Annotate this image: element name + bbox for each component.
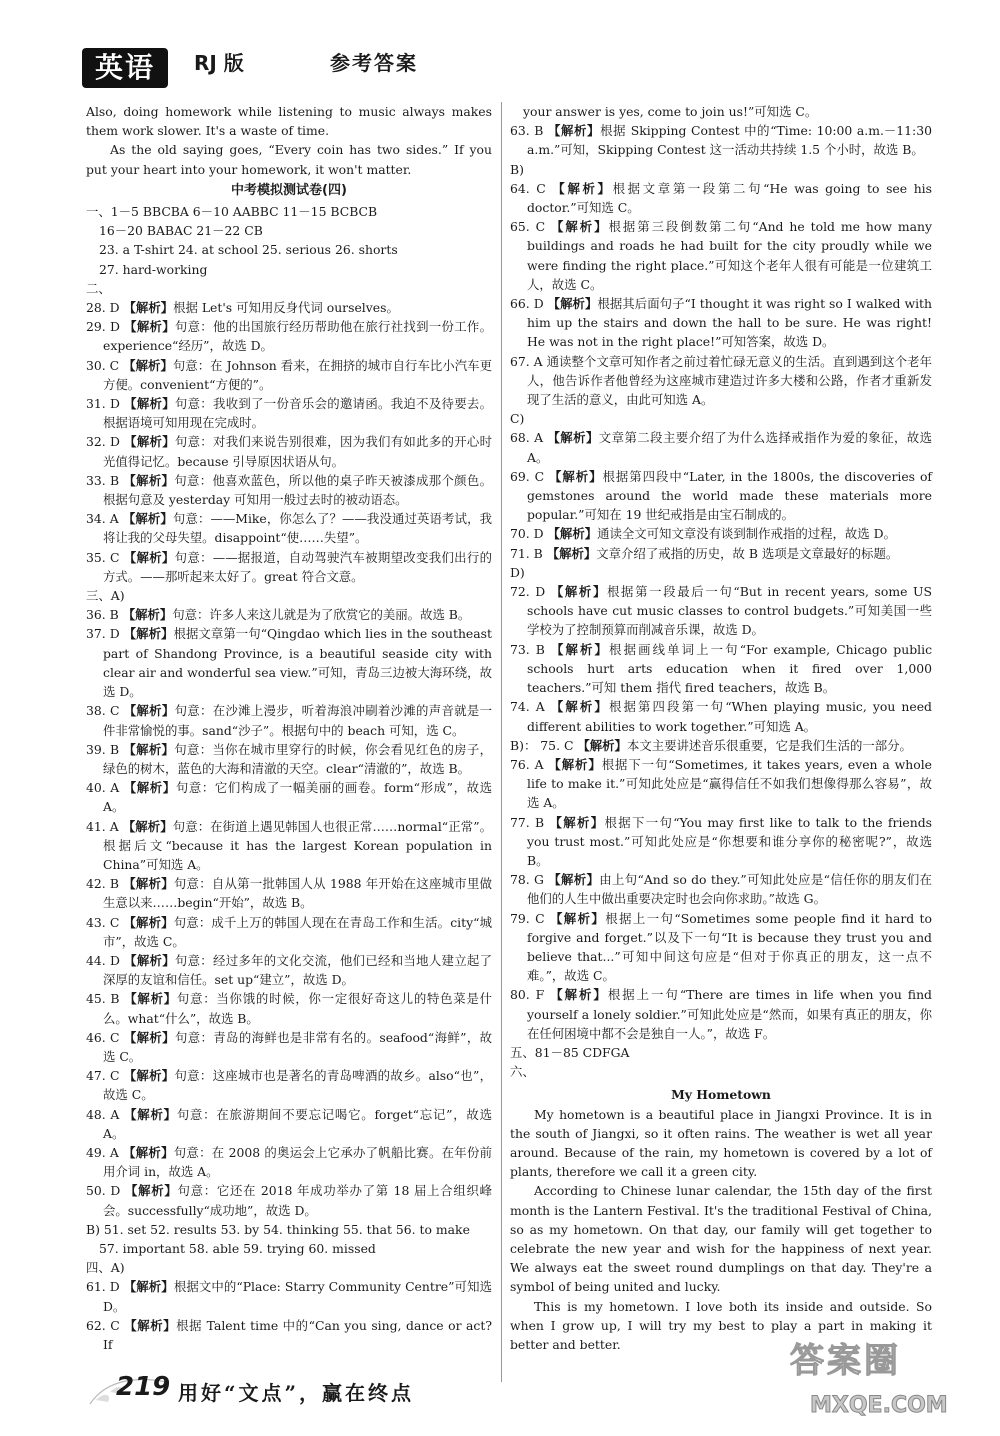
- analysis-text: 根据第四段第一句“When playing music, you need different abilities to work together.”可知选 A。: [527, 699, 932, 734]
- analysis-text: 根据 Talent time 中的“Can you sing, dance or act? If: [103, 1317, 492, 1352]
- analysis-text: 句意：对我们来说告别很难，因为我们有如此多的开心时光值得记忆。because 引导原因状语从句。: [103, 434, 492, 469]
- answer-list: [86, 605, 492, 1220]
- answer-item: [86, 701, 492, 739]
- answer-item: [510, 467, 932, 525]
- answer-item: [86, 1105, 492, 1143]
- part-label: 六、: [510, 1064, 535, 1080]
- answer-number: 44. D: [86, 952, 120, 968]
- analysis-text: 句意：——Mike，你怎么了？——我没通过英语考试，我将让我的父母失望。disappoint“使……失望”。: [103, 511, 493, 546]
- analysis-tag: 【解析】: [547, 430, 599, 446]
- answer-item: [86, 817, 492, 875]
- analysis-tag: 【解析】: [123, 626, 174, 642]
- essay-paragraph: This is my hometown. I love both its inside and outside. So when I grow up, I will try my best to play a part in making it better and better.: [510, 1298, 932, 1352]
- answer-line: 27. hard-working: [99, 261, 208, 277]
- part-label: 二、: [86, 280, 111, 296]
- analysis-tag: 【解析】: [122, 607, 173, 623]
- answer-number: 46. C: [86, 1029, 120, 1045]
- analysis-text: 句意：它还在 2018 年成功举办了第 18 届上合组织峰会。successfully“成功地”，故选 D。: [103, 1183, 492, 1218]
- analysis-tag: 【解析】: [123, 1068, 175, 1084]
- analysis-text: 根据上一句“There are times in life when you find yourself a lonely soldier.”可知此处应是“然而，如果有真正的朋友，你在任何困境中都不会是独自一人。”，故选 F。: [527, 987, 932, 1041]
- intro-paragraph: Also, doing homework while listening to music always makes them work slower. It's a waste of time.: [86, 104, 492, 139]
- answer-item: [86, 471, 492, 509]
- answer-item: [510, 582, 932, 640]
- analysis-text: 根据文中的“Place: Starry Community Centre”可知选 D。: [103, 1279, 492, 1314]
- essay-paragraph: According to Chinese lunar calendar, the 15th day of the first month is the Lantern Festival. It's the traditional Festival of China, so as my hometown. On that day, our family will get together to celebrate the new year and wish for the happiness of next year. We always eat the sweet round dumplings on that day. They're a symbol of being united and lucky.: [510, 1183, 932, 1295]
- analysis-text: 根据其后面句子“I thought it was right so I walked with him up the stairs and down the hall to be sure. He was right! He was not in the right place!”可知答案，故选 D。: [527, 296, 932, 350]
- answer-number: 45. B: [86, 991, 120, 1007]
- subject-badge: 英语: [82, 48, 168, 88]
- answer-number: 29. D: [86, 319, 120, 335]
- answer-list: [510, 121, 932, 1043]
- analysis-tag: 【解析】: [124, 1317, 177, 1333]
- analysis-tag: 【解析】: [550, 987, 608, 1003]
- analysis-tag: 【解析】: [547, 123, 601, 139]
- part-label: B): [510, 161, 524, 177]
- answer-item: [86, 298, 492, 317]
- answer-number: 67. A: [510, 353, 543, 369]
- page-number: 219: [116, 1372, 171, 1402]
- answer-number: 42. B: [86, 876, 120, 892]
- analysis-text: 句意：当你饿的时候，你一定很好奇这儿的特色菜是什么。what“什么”，故选 B。: [103, 991, 493, 1026]
- answer-item: [510, 352, 932, 410]
- analysis-text: 根据第一段最后一句“But in recent years, some US schools have cut music classes to control budgets.”可知美国一些学校为了控制预算而削减音乐课，故选 D。: [527, 584, 932, 638]
- answer-item: [510, 544, 932, 563]
- left-column: [86, 102, 492, 1354]
- answer-number: 78. G: [510, 872, 544, 888]
- footer-slogan: 用好“文点”，赢在终点: [178, 1381, 415, 1405]
- analysis-text: 根据第三段倒数第二句“And he told me how many buildings and roads he had built for the city proudly while we were finding the right place.”可知这个老年人很有可能是一位建筑工人，故选 C。: [527, 219, 932, 292]
- analysis-text: 句意：——据报道，自动驾驶汽车被期望改变我们出行的方式。——那听起来太好了。great 符合文意。: [103, 549, 493, 584]
- answer-number: 39. B: [86, 741, 120, 757]
- answer-line: 57. important 58. able 59. trying 60. missed: [99, 1240, 376, 1256]
- answer-number: 38. C: [86, 703, 120, 719]
- answer-continuation: your answer is yes, come to join us!”可知选 C。: [523, 104, 818, 119]
- part-label: D): [510, 564, 525, 580]
- answer-number: 74. A: [510, 699, 545, 715]
- answer-item: [510, 428, 932, 466]
- answer-number: 64. C: [510, 180, 546, 196]
- analysis-tag: 【解析】: [577, 737, 627, 753]
- analysis-tag: 【解析】: [123, 914, 174, 930]
- answer-number: 76. A: [510, 756, 544, 772]
- analysis-tag: 【解析】: [123, 876, 174, 892]
- part-label: 四、A): [86, 1260, 125, 1276]
- analysis-tag: 【解析】: [548, 872, 600, 888]
- answer-number: 49. A: [86, 1144, 119, 1160]
- answer-item: [86, 317, 492, 355]
- answer-number: 79. C: [510, 910, 545, 926]
- answer-number: 71. B: [510, 545, 543, 561]
- answer-number: 73. B: [510, 641, 545, 657]
- analysis-text: 句意：在 Johnson 看来，在拥挤的城市自行车比小汽车更方便。convenient“方便的”。: [103, 357, 492, 392]
- answer-item: [510, 640, 932, 698]
- answer-item: [510, 179, 932, 217]
- intro-paragraph: As the old saying goes, “Every coin has two sides.” If you put your heart into your homework, it won't matter.: [86, 142, 492, 177]
- answer-item: [86, 548, 492, 586]
- edition-label: RJ 版: [194, 51, 244, 75]
- analysis-text: 根据下一句“You may first like to talk to the friends you trust most.”可知此处应是“你想要和谁分享你的秘密呢?”，故选 B。: [527, 814, 933, 868]
- analysis-text: 句意：青岛的海鲜也是非常有名的。seafood“海鲜”，故选 C。: [103, 1029, 493, 1064]
- analysis-tag: 【解析】: [550, 584, 608, 600]
- answer-item: [86, 1143, 492, 1181]
- analysis-text: 根据上一句“Sometimes some people find it hard to forgive and forget.”以及下一句“It is because they trust you and believe that...”可知中间这句应是“但对于你真正的朋友，这一点不难。”，故选 C。: [527, 910, 932, 984]
- answer-number: 70. D: [510, 526, 544, 542]
- analysis-text: 文章介绍了戒指的历史，故 B 选项是文章最好的标题。: [596, 545, 899, 561]
- answer-item: [510, 294, 932, 352]
- answer-item: [86, 778, 492, 816]
- analysis-tag: 【解析】: [124, 1106, 177, 1122]
- answer-item: [86, 1181, 492, 1219]
- analysis-text: 根据文章第一句“Qingdao which lies in the southeast part of Shandong Province, is a beautiful seaside city with clear air and wonderful sea view.”可知，青岛三边被大海环绕，故选 D。: [103, 626, 492, 700]
- answer-line: 一、1－5 BBCBA 6－10 AABBC 11－15 BCBCB: [86, 204, 378, 220]
- analysis-tag: 【解析】: [123, 300, 174, 316]
- analysis-text: 句意：在沙滩上漫步，听着海浪冲刷着沙滩的声音就是一件非常愉悦的事。sand“沙子”。根据句中的 beach 可知，选 C。: [103, 703, 493, 738]
- answer-number: 37. D: [86, 626, 120, 642]
- analysis-tag: 【解析】: [124, 396, 175, 412]
- answer-number: 34. A: [86, 511, 119, 527]
- analysis-tag: 【解析】: [123, 741, 175, 757]
- answer-number: 63. B: [510, 123, 544, 139]
- answer-item: [86, 989, 492, 1027]
- watermark-url: MXQE.COM: [810, 1393, 948, 1418]
- answer-item: [86, 1028, 492, 1066]
- answer-item: [86, 913, 492, 951]
- part-label: 三、A): [86, 588, 125, 604]
- watermark-logo: [790, 1341, 990, 1430]
- analysis-tag: 【解析】: [551, 219, 609, 235]
- answer-number: 33. B: [86, 472, 120, 488]
- analysis-tag: 【解析】: [552, 180, 613, 196]
- answer-number: 77. B: [510, 814, 545, 830]
- answer-number: 28. D: [86, 300, 120, 316]
- analysis-tag: 【解析】: [550, 699, 609, 715]
- analysis-text: 句意：自从第一批韩国人从 1988 年开始在这座城市里做生意以来……begin“开始”，故选 B。: [103, 876, 493, 911]
- answer-item: [510, 813, 932, 871]
- answer-number: 32. D: [86, 434, 120, 450]
- analysis-tag: 【解析】: [123, 472, 175, 488]
- analysis-tag: 【解析】: [124, 1183, 178, 1199]
- page-title: 参考答案: [330, 51, 418, 75]
- analysis-text: 句意：当你在城市里穿行的时候，你会看见红色的房子，绿色的树木，蓝色的大海和清澈的天空。clear“清澈的”，故选 B。: [103, 741, 493, 776]
- answer-item: [510, 121, 932, 159]
- answer-number: 68. A: [510, 430, 544, 446]
- answer-item: [86, 874, 492, 912]
- answer-number: 41. A: [86, 818, 119, 834]
- answer-item: [86, 1066, 492, 1104]
- page-header: [82, 48, 942, 92]
- answer-number: 72. D: [510, 584, 546, 600]
- watermark-text: 答案圈: [790, 1341, 901, 1381]
- answer-line: B) 51. set 52. results 53. by 54. thinking 55. that 56. to make: [86, 1221, 470, 1237]
- analysis-text: 句意：我收到了一份音乐会的邀请函。我迫不及待要去。根据语境可知用现在完成时。: [103, 396, 492, 431]
- answer-list: [86, 298, 492, 586]
- analysis-tag: 【解析】: [549, 814, 605, 830]
- page-footer: [86, 1372, 486, 1420]
- analysis-tag: 【解析】: [123, 1144, 174, 1160]
- analysis-text: 句意：在街道上遇见韩国人也很正常……normal“正常”。根据后文“because it has the largest Korean population in China”可知选 A。: [103, 818, 493, 872]
- answer-number: 75. C: [540, 737, 574, 753]
- answer-item: [86, 432, 492, 470]
- answer-item: [510, 217, 932, 294]
- analysis-tag: 【解析】: [546, 545, 597, 561]
- answer-item: [510, 755, 932, 813]
- answer-item: [86, 605, 492, 624]
- analysis-text: 本文主要讲述音乐很重要，它是我们生活的一部分。: [626, 737, 912, 753]
- answer-number: 43. C: [86, 914, 120, 930]
- analysis-text: 通读全文可知文章没有谈到制作戒指的过程，故选 D。: [597, 526, 896, 542]
- analysis-tag: 【解析】: [123, 1029, 175, 1045]
- answer-item: [86, 394, 492, 432]
- answer-number: 48. A: [86, 1106, 120, 1122]
- column-divider: [501, 102, 502, 1382]
- essay-title: My Hometown: [671, 1087, 771, 1103]
- analysis-text: 句意：许多人来这儿就是为了欣赏它的美丽。故选 B。: [172, 607, 471, 623]
- analysis-text: 句意：他的出国旅行经历帮助他在旅行社找到一份工作。experience“经历”，故选 D。: [103, 319, 492, 354]
- analysis-tag: 【解析】: [123, 549, 175, 565]
- analysis-tag: 【解析】: [123, 703, 175, 719]
- analysis-tag: 【解析】: [123, 780, 176, 796]
- answer-item: [86, 1277, 492, 1315]
- analysis-text: 句意：他喜欢蓝色，所以他的桌子昨天被漆成那个颜色。根据句意及 yesterday 可知用一般过去时的被动语态。: [103, 472, 493, 508]
- answer-item: [510, 985, 932, 1043]
- analysis-text: 根据下一句“Sometimes, it takes years, even a whole life to make it.”可知此处应是“赢得信任不如我们想像得那么容易”，故选 A。: [527, 756, 933, 811]
- analysis-tag: 【解析】: [123, 357, 173, 373]
- analysis-text: 句意：在 2008 的奥运会上它承办了帆船比赛。在年份前用介词 in，故选 A。: [103, 1144, 492, 1180]
- analysis-text: 由上句“And so do they.”可知此处应是“信任你的朋友们在他们的人生中做出重要决定时也会向你求助。”故选 G。: [527, 872, 932, 907]
- analysis-text: 文章第二段主要介绍了为什么选择戒指作为爱的象征，故选 A。: [527, 430, 933, 465]
- analysis-text: 通读整个文章可知作者之前过着忙碌无意义的生活。直到遇到这个老年人，他告诉作者他曾经为这座城市建造过许多大楼和公路，作者才重新发现了生活的意义，由此可知选 A。: [527, 353, 932, 408]
- answer-number: 40. A: [86, 780, 120, 796]
- section-title: 中考模拟测试卷(四): [231, 182, 347, 198]
- part-prefix: B)：: [510, 737, 537, 753]
- analysis-tag: 【解析】: [124, 434, 175, 450]
- analysis-tag: 【解析】: [123, 1279, 174, 1295]
- analysis-tag: 【解析】: [124, 319, 175, 335]
- answer-number: 66. D: [510, 296, 544, 312]
- answer-item: [86, 1316, 492, 1354]
- essay-paragraph: My hometown is a beautiful place in Jiangxi Province. It is in the south of Jiangxi, so it often rains. The weather is wet all year around. Because of the rain, my hometown is covered by a lot of plants, therefore we call it a green city.: [510, 1106, 932, 1180]
- analysis-tag: 【解析】: [547, 526, 598, 542]
- answer-item: [510, 524, 932, 543]
- analysis-tag: 【解析】: [550, 641, 610, 657]
- answer-line: 五、81－85 CDFGA: [510, 1044, 630, 1060]
- analysis-text: 根据文章第一段第二句“He was going to see his doctor.”可知选 C。: [527, 180, 933, 216]
- answer-item: [86, 624, 492, 701]
- part-label: C): [510, 411, 525, 427]
- right-column: [510, 102, 932, 1354]
- analysis-text: 句意：在旅游期间不要忘记喝它。forget“忘记”，故选 A。: [103, 1106, 493, 1141]
- answer-number: 47. C: [86, 1068, 120, 1084]
- analysis-tag: 【解析】: [549, 910, 606, 926]
- answer-number: 65. C: [510, 219, 546, 235]
- analysis-tag: 【解析】: [547, 296, 598, 312]
- answer-list: [86, 1277, 492, 1354]
- answer-number: 50. D: [86, 1183, 121, 1199]
- analysis-tag: 【解析】: [122, 511, 173, 527]
- analysis-text: 根据 Skipping Contest 中的“Time: 10:00 a.m.－11:30 a.m.”可知，Skipping Contest 这一活动共持续 1.5 个小时，故选 B。: [527, 123, 932, 158]
- analysis-tag: 【解析】: [549, 468, 603, 484]
- analysis-text: 根据 Let's 可知用反身代词 ourselves。: [173, 300, 399, 316]
- answer-item: [86, 356, 492, 394]
- analysis-text: 句意：它们构成了一幅美丽的画卷。form“形成”，故选 A。: [103, 780, 493, 815]
- answer-number: 62. C: [86, 1317, 120, 1333]
- answer-number: 36. B: [86, 607, 119, 623]
- analysis-tag: 【解析】: [122, 818, 173, 834]
- analysis-text: 根据画线单词上一句“For example, Chicago public schools hurt arts education when it fired over 1,000 teachers.”可知 them 指代 fired teachers，故选 B。: [527, 641, 933, 696]
- answer-number: 80. F: [510, 987, 545, 1003]
- analysis-text: 句意：经过多年的文化交流，他们已经和当地人建立起了深厚的友谊和信任。set up“建立”，故选 D。: [103, 952, 492, 988]
- answer-number: 61. D: [86, 1279, 120, 1295]
- answer-item: [510, 909, 932, 986]
- answer-item: [510, 697, 932, 735]
- answer-item: [86, 951, 492, 989]
- answer-item: [86, 509, 492, 547]
- answer-item: [510, 870, 932, 908]
- answer-line: 16－20 BABAC 21－22 CB: [99, 223, 263, 239]
- analysis-text: 句意：成千上万的韩国人现在在青岛工作和生活。city“城市”，故选 C。: [103, 914, 493, 949]
- analysis-tag: 【解析】: [124, 952, 175, 968]
- answer-number: 35. C: [86, 549, 120, 565]
- answer-number: 30. C: [86, 357, 120, 373]
- analysis-text: 句意：这座城市也是著名的青岛啤酒的故乡。also“也”，故选 C。: [103, 1068, 492, 1103]
- analysis-tag: 【解析】: [548, 756, 602, 772]
- answer-number: 69. C: [510, 468, 545, 484]
- answer-item: [86, 740, 492, 778]
- answer-item: [510, 736, 932, 755]
- answer-line: 23. a T-shirt 24. at school 25. serious 26. shorts: [99, 242, 398, 258]
- answer-number: 31. D: [86, 396, 120, 412]
- analysis-text: 根据第四段中“Later, in the 1800s, the discoveries of gemstones around the world made these materials more popular.”可知在 19 世纪戒指是由宝石制成的。: [527, 468, 933, 523]
- analysis-tag: 【解析】: [124, 991, 177, 1007]
